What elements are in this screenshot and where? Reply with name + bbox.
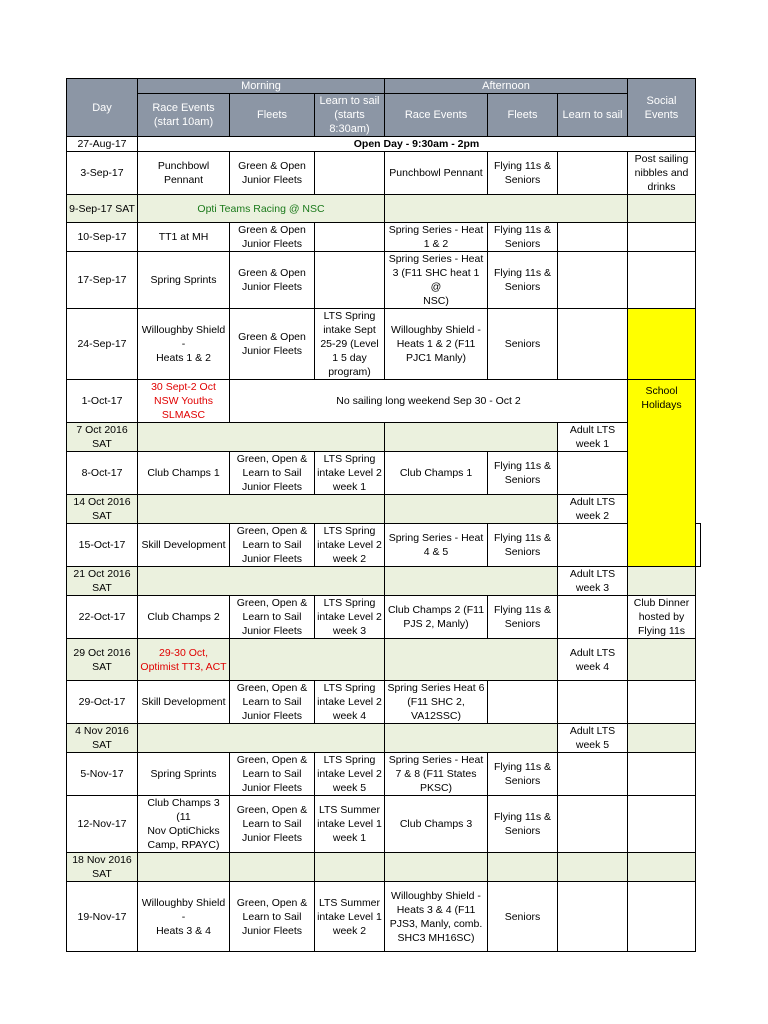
lts-am-cell: LTS Summer intake Level 1 week 1 [315,796,385,853]
fleets-pm-cell [488,681,558,724]
afternoon-empty-cell [385,639,558,681]
table-row [67,223,701,252]
social-cell [628,195,696,223]
lts-pm-cell [558,753,628,796]
social-cell [628,309,696,380]
fleets-am-cell [230,853,315,882]
lts-am-cell [315,223,385,252]
race-am-cell [138,853,230,882]
day-cell: 17-Sep-17 [67,252,138,309]
race-pm-cell: Spring Series - Heat 1 & 2 [385,223,488,252]
table-row [67,724,701,753]
day-cell: 18 Nov 2016 SAT [67,853,138,882]
table-row [67,596,701,639]
table-row [67,639,701,681]
lts-pm-cell: Adult LTS week 1 [558,423,628,452]
race-pm-cell: Spring Series - Heat 7 & 8 (F11 States PKSC) [385,753,488,796]
fleets-am-cell: Green & Open Junior Fleets [230,309,315,380]
fleets-pm-cell: Seniors [488,882,558,952]
fleets-am-cell: Green, Open & Learn to Sail Junior Fleets [230,596,315,639]
day-cell: 14 Oct 2016 SAT [67,495,138,524]
fleets-pm-cell: Flying 11s & Seniors [488,152,558,195]
table-row [67,796,701,853]
lts-pm-cell [558,524,628,567]
table-row [67,853,701,882]
race-pm-cell [385,853,488,882]
social-cell [628,753,696,796]
lts-pm-cell: Adult LTS week 3 [558,567,628,596]
fleets-pm-cell: Flying 11s & Seniors [488,796,558,853]
lts-pm-cell: Adult LTS week 2 [558,495,628,524]
fleets-am-cell: Green & Open Junior Fleets [230,223,315,252]
day-cell: 9-Sep-17 SAT [67,195,138,223]
table-row [67,567,701,596]
fleets-am-cell: Green, Open & Learn to Sail Junior Fleets [230,524,315,567]
race-am-cell: Punchbowl Pennant [138,152,230,195]
social-cell [628,639,696,681]
day-cell: 8-Oct-17 [67,452,138,495]
table-row [67,681,701,724]
table-row [67,753,701,796]
race-pm-cell: Club Champs 3 [385,796,488,853]
day-cell: 27-Aug-17 [67,137,138,152]
table-row [67,152,701,195]
table-row [67,309,701,380]
race-pm-cell: Club Champs 1 [385,452,488,495]
race-am-cell: Spring Sprints [138,252,230,309]
lts-am-cell: LTS Spring intake Level 2 week 3 [315,596,385,639]
social-cell [628,223,696,252]
race-am-cell: Club Champs 3 (11 Nov OptiChicks Camp, RPAYC) [138,796,230,853]
lts-am-cell [315,152,385,195]
race-am-cell: Club Champs 1 [138,452,230,495]
no-sailing-cell: No sailing long weekend Sep 30 - Oct 2 [230,380,628,423]
day-cell: 12-Nov-17 [67,796,138,853]
race-am-cell: Skill Development [138,524,230,567]
table-row [67,380,701,423]
afternoon-empty-cell [385,724,558,753]
table-row [67,882,701,952]
table-row [67,452,701,495]
lts-pm-cell: Adult LTS week 4 [558,639,628,681]
lts-am-cell: LTS Spring intake Level 2 week 4 [315,681,385,724]
social-cell: Club Dinner hosted by Flying 11s [628,596,696,639]
fleets-am-cell: Green, Open & Learn to Sail Junior Fleets [230,452,315,495]
afternoon-empty-cell [385,567,558,596]
lts-am-cell: LTS Summer intake Level 1 week 2 [315,882,385,952]
fleets-pm-cell: Flying 11s & Seniors [488,524,558,567]
lts-am-cell: LTS Spring intake Level 2 week 1 [315,452,385,495]
day-cell: 1-Oct-17 [67,380,138,423]
lts-pm-cell [558,681,628,724]
fleets-am-cell: Green, Open & Learn to Sail Junior Fleets [230,753,315,796]
fleets-pm-cell [488,853,558,882]
race-am-cell: Skill Development [138,681,230,724]
race-pm-cell: Punchbowl Pennant [385,152,488,195]
social-cell [628,567,696,596]
day-cell: 22-Oct-17 [67,596,138,639]
race-pm-cell: Willoughby Shield - Heats 1 & 2 (F11 PJC1 Manly) [385,309,488,380]
lts-pm-cell [558,152,628,195]
lts-pm-cell [558,223,628,252]
header-afternoon: Afternoon [385,79,628,94]
header-day: Day [67,79,138,137]
table-row [67,423,701,452]
fleets-am-cell: Green & Open Junior Fleets [230,152,315,195]
lts-am-cell: LTS Spring intake Level 2 week 2 [315,524,385,567]
header-race-events-am: Race Events (start 10am) [138,94,230,137]
lts-pm-cell [558,252,628,309]
day-cell: 29-Oct-17 [67,681,138,724]
table-row [67,495,701,524]
race-am-cell: Spring Sprints [138,753,230,796]
social-cell [628,252,696,309]
race-pm-cell: Club Champs 2 (F11 PJS 2, Manly) [385,596,488,639]
day-cell: 10-Sep-17 [67,223,138,252]
social-cell [628,681,696,724]
header-morning: Morning [138,79,385,94]
lts-am-cell [315,853,385,882]
day-cell: 3-Sep-17 [67,152,138,195]
lts-pm-cell [558,452,628,495]
table-row [67,195,701,223]
morning-empty-cell [138,495,385,524]
fleets-pm-cell: Flying 11s & Seniors [488,252,558,309]
lts-pm-cell [558,882,628,952]
lts-am-cell [315,252,385,309]
header-race-events-pm: Race Events [385,94,488,137]
social-cell: Post sailing nibbles and drinks [628,152,696,195]
race-pm-cell: Spring Series - Heat 4 & 5 [385,524,488,567]
day-cell: 24-Sep-17 [67,309,138,380]
fleets-am-cell: Green, Open & Learn to Sail Junior Fleets [230,681,315,724]
fleets-pm-cell: Flying 11s & Seniors [488,753,558,796]
afternoon-empty-cell [385,423,558,452]
lts-pm-cell [558,796,628,853]
table-row [67,137,701,152]
morning-empty-cell [230,639,385,681]
race-am-cell: Club Champs 2 [138,596,230,639]
day-cell: 5-Nov-17 [67,753,138,796]
day-cell: 4 Nov 2016 SAT [67,724,138,753]
schedule-table [66,78,701,952]
fleets-am-cell: Green & Open Junior Fleets [230,252,315,309]
lts-pm-cell [558,596,628,639]
fleets-am-cell: Green, Open & Learn to Sail Junior Fleets [230,796,315,853]
race-am-cell: Willoughby Shield - Heats 3 & 4 [138,882,230,952]
race-pm-cell: Spring Series Heat 6 (F11 SHC 2, VA12SSC) [385,681,488,724]
table-row [67,524,701,567]
social-cell [628,796,696,853]
lts-am-cell: LTS Spring intake Level 2 week 5 [315,753,385,796]
social-cell [628,724,696,753]
fleets-am-cell: Green, Open & Learn to Sail Junior Fleets [230,882,315,952]
morning-empty-cell [138,724,385,753]
day-cell: 7 Oct 2016 SAT [67,423,138,452]
social-cell [696,524,701,567]
fleets-pm-cell: Flying 11s & Seniors [488,596,558,639]
fleets-pm-cell: Flying 11s & Seniors [488,452,558,495]
lts-pm-cell [558,309,628,380]
day-cell: 15-Oct-17 [67,524,138,567]
day-cell: 29 Oct 2016 SAT [67,639,138,681]
header-learn-to-sail-am: Learn to sail (starts 8:30am) [315,94,385,137]
social-cell [628,853,696,882]
fleets-pm-cell: Flying 11s & Seniors [488,223,558,252]
race-pm-cell: Willoughby Shield - Heats 3 & 4 (F11 PJS3, Manly, comb. SHC3 MH16SC) [385,882,488,952]
header-fleets-am: Fleets [230,94,315,137]
lts-pm-cell: Adult LTS week 5 [558,724,628,753]
open-day-cell: Open Day - 9:30am - 2pm [138,137,696,152]
day-cell: 21 Oct 2016 SAT [67,567,138,596]
fleets-pm-cell: Seniors [488,309,558,380]
header-social-events: Social Events [628,79,696,137]
table-row [67,252,701,309]
social-cell [628,882,696,952]
afternoon-empty-cell [385,495,558,524]
lts-pm-cell [558,853,628,882]
opti-teams-cell: Opti Teams Racing @ NSC [138,195,385,223]
morning-empty-cell [138,423,385,452]
race-am-cell: 30 Sept-2 Oct NSW Youths SLMASC [138,380,230,423]
header-fleets-pm: Fleets [488,94,558,137]
school-holidays-cell: School Holidays [628,380,696,567]
race-pm-cell: Spring Series - Heat 3 (F11 SHC heat 1 @ NSC) [385,252,488,309]
morning-empty-cell [138,567,385,596]
race-am-cell: TT1 at MH [138,223,230,252]
race-am-cell: 29-30 Oct, Optimist TT3, ACT [138,639,230,681]
lts-am-cell: LTS Spring intake Sept 25-29 (Level 1 5 day program) [315,309,385,380]
day-cell: 19-Nov-17 [67,882,138,952]
header-learn-to-sail-pm: Learn to sail [558,94,628,137]
afternoon-empty-cell [385,195,628,223]
race-am-cell: Willoughby Shield - Heats 1 & 2 [138,309,230,380]
